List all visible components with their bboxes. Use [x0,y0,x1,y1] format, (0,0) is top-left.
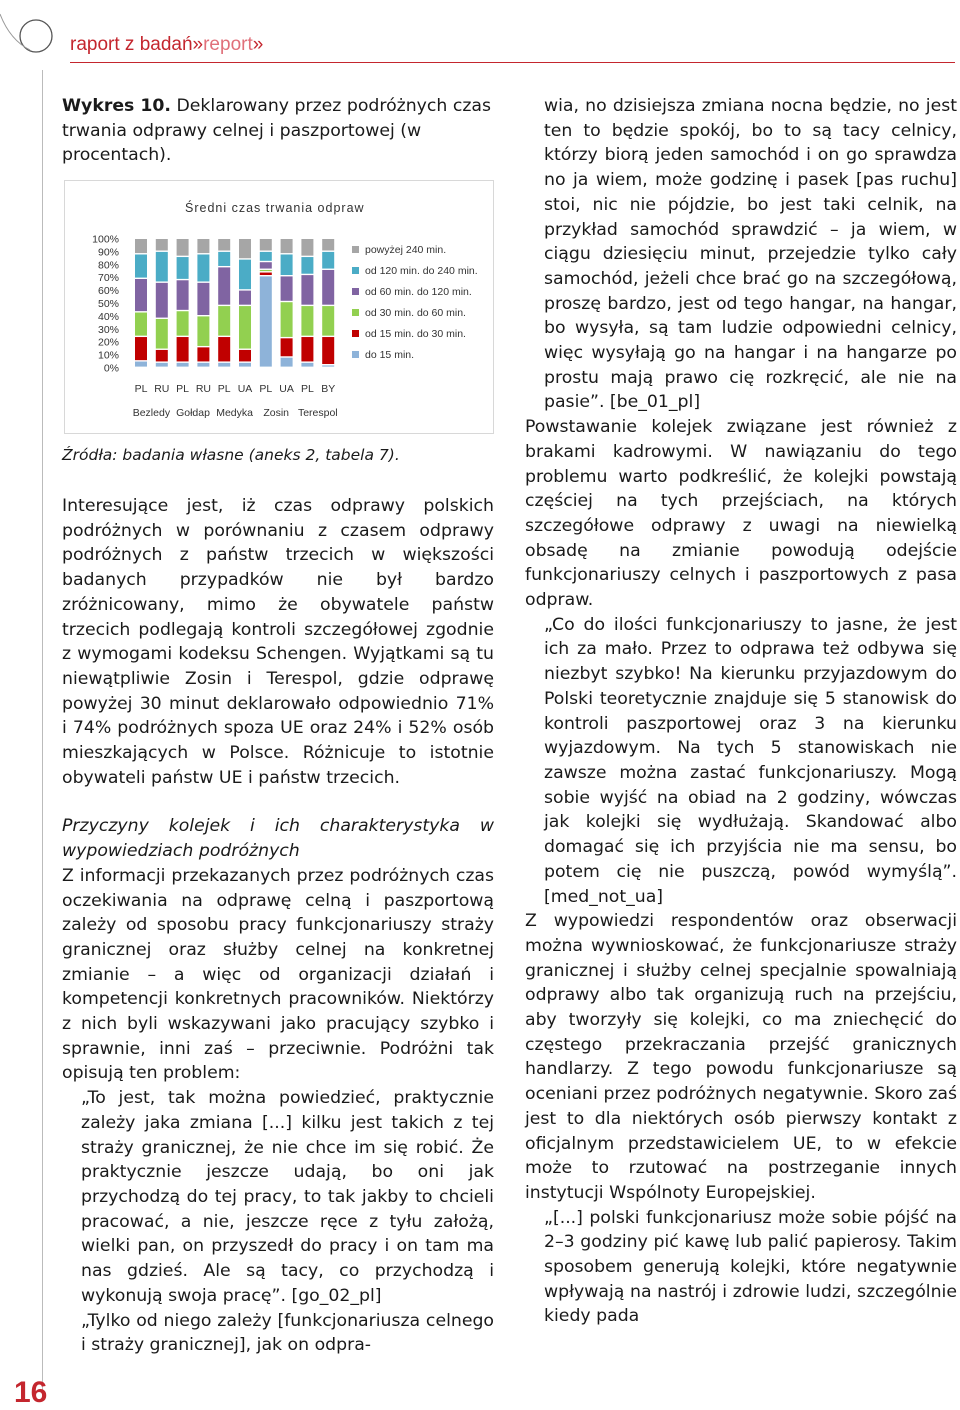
bar-segment [135,254,147,277]
bar-segment [322,252,334,269]
bar-segment [218,363,230,367]
bar-segment [218,337,230,361]
bar-segment [281,302,293,337]
bar-segment [239,291,251,305]
bar-segment [177,257,189,279]
legend-label: do 15 min. [365,349,415,361]
bar-segment [322,337,334,364]
y-tick-label: 30% [97,323,119,336]
bar-segment [239,239,251,258]
legend-label: od 120 min. do 240 min. [365,265,478,277]
header-separator: » [192,34,204,55]
group-label: Zosin [263,407,290,419]
bar-segment [322,365,334,366]
stacked-bar-chart [65,181,493,433]
bar-segment [301,239,313,256]
bar-segment [260,273,272,275]
x-tick-label: PL [217,383,231,395]
bar-segment [197,363,209,367]
y-tick-label: 90% [97,246,119,259]
bar-segment [177,337,189,361]
legend-swatch [352,267,359,274]
quote-4: „[...] polski funkcjonariusz może sobie pójść na 2–3 godziny pić kawę lub palić papierosy. Takim sposobem generują kolejki, które negatywnie wpływają na nastrój i zdrowie ludzi, szczególnie kiedy pada [544,1207,957,1327]
bar-segment [177,280,189,310]
section-heading: Przyczyny kolejek i ich charakterystyka w wypowiedziach podróżnych [62,816,494,862]
bar-segment [156,283,168,318]
chart-title: Średni czas trwania odpraw [185,201,365,215]
bar-segment [156,252,168,282]
bar-segment [239,306,251,348]
x-tick-label: RU [154,383,170,395]
bar-segment [281,358,293,367]
bar-segment [239,260,251,290]
x-tick-label: UA [237,383,253,395]
header-title-alt: report [203,34,253,55]
figure-label: Wykres 10. [62,96,171,116]
paragraph-3: Powstawanie kolejek związane jest również z brakami kadrowymi. W nawiązaniu do tego problemu warto podkreślić, że kolejki powstają częściej na tych przejściach, na których szczegółowe odprawy z uwagi na niewielką obsadę na zmianie powodują odejście funkcjonariuszy celnych i paszportowych z pasa odpraw. [525,417,957,611]
group-label: Bezledy [132,407,171,419]
bar-segment [239,363,251,367]
bar-segment [301,306,313,336]
bar-segment [301,275,313,305]
paragraph-4: Z wypowiedzi respondentów oraz obserwacji można wywnioskować, że funkcjonariusze straży granicznej i służby celnej specjalnie spowalniają odprawy albo tak organizują ruch na przejściu, aby tworzyły się kolejki, co ma zniechęcić do częstego przekraczania przejść granicznych handlarzy. Z tego powodu funkcjonariusze są oceniani przez podróżnych negatywnie. Skoro zaś jest to dla niektórych osób pierwszy kontakt z oficjalnym przedstawicielem UE, to w efekcie może to rzutować na postrzeganie innych instytucji Wspólnoty Europejskiej. [525,911,957,1203]
y-tick-label: 80% [97,259,119,272]
quote-3: „Co do ilości funkcjonariuszy to jasne, że jest ich za mało. Przez to odprawa też odbywa się niezbyt szybko! Na kierunku przyjazdowym do Polski teoretycznie znajduje się 5 stanowisk do kontroli paszportowej oraz 3 na kierunku wyjazdowym. Na tych 5 stanowiskach nie zawsze można zastać funkcjonariuszy. Mogą sobie wyjść na obiad na 2 godziny, wówczas jak kolejki się wydłużają. Skandować albo domagać się ich przyjścia nie ma sensu, bo potem cię nie puszczą, powód wymyślą”. [med_not_ua] [544,614,957,907]
header-circle-ornament [0,0,70,70]
y-tick-label: 40% [97,310,119,323]
x-tick-label: PL [300,383,314,395]
legend-swatch [352,288,359,295]
bar-segment [301,363,313,367]
legend-label: od 15 min. do 30 min. [365,328,466,340]
bar-segment [281,338,293,356]
bar-segment [135,239,147,253]
side-rule [42,70,43,1400]
page-header [0,0,960,80]
bar-segment [177,363,189,367]
y-tick-label: 70% [97,272,119,285]
legend-label: od 60 min. do 120 min. [365,286,472,298]
y-tick-label: 0% [103,362,119,375]
legend-label: powyżej 240 min. [365,244,447,256]
bar-segment [260,252,272,261]
y-tick-label: 50% [97,298,119,310]
group-label: Gołdap [176,407,210,419]
bar-segment [156,319,168,349]
bar-segment [239,350,251,362]
bar-segment [197,347,209,361]
bar-segment [260,239,272,251]
x-tick-label: PL [259,383,273,395]
group-label: Medyka [216,407,253,419]
bar-segment [135,279,147,311]
figure-source: Źródła: badania własne (aneks 2, tabela 7). [62,446,400,464]
bar-segment [197,283,209,315]
x-tick-label: BY [321,383,336,395]
group-label: Terespol [297,407,338,419]
chart-frame [64,180,494,434]
quote-1: „To jest, tak można powiedzieć, praktycznie zależy jaka zmiana [...] kilku jest takich z tej straży granicznej, że nie chce im się robić. Że praktycznie jeszcze udają, bo oni jak przychodzą do tej pracy, to tak jakby to chcieli pracować, a nie, jeszcze ręce z tyłu założą, wielki pan, on przyszedł do pracy i on tam ma nas gdzieś. Ale są tacy, co przychodzą i wykonują swoja pracę”. [go_02_pl] [81,1088,494,1306]
legend-swatch [352,246,359,253]
legend-label: od 30 min. do 60 min. [365,307,466,319]
bar-segment [135,337,147,360]
bar-segment [218,306,230,336]
bar-segment [177,311,189,335]
bar-segment [322,270,334,305]
bar-segment [135,313,147,336]
bar-segment [156,239,168,251]
paragraph-1: Interesujące jest, iż czas odprawy polskich podróżnych w porównaniu z czasem odprawy podróżnych z państw trzecich w większości badanych przypadków nie był bardzo zróżnicowany, mimo że obywatele państw trzecich podlegają kontroli szczegółowej zgodnie z wymogami kodeksu Schengen. Wyjątkami są tu niewątpliwie Zosin i Terespol, gdzie odprawę powyżej 30 minut deklarowało odpowiednio 71% i 74% podróżnych spoza UE oraz 24% i 52% osób mieszkających w Polsce. Różnicuje to istotnie obywateli państw UE i państw trzecich. [62,496,494,788]
header-title [70,34,263,56]
bar-segment [301,257,313,274]
bar-segment [281,254,293,275]
bar-segment [322,239,334,251]
y-tick-label: 100% [92,233,119,246]
figure-caption-text: Deklarowany przez podróżnych czas trwania odprawy celnej i paszportowej (w procentach). [62,96,492,166]
header-title-main: raport z badań [70,34,193,55]
bar-segment [281,276,293,300]
x-tick-label: PL [176,383,190,395]
bar-segment [260,276,272,366]
y-tick-label: 60% [97,285,119,298]
quote-2: „Tylko od niego zależy [funkcjonariusza celnego i straży granicznej], jak on odpra- [81,1310,494,1356]
y-tick-label: 20% [97,336,119,349]
x-tick-label: RU [195,383,211,395]
bar-segment [301,337,313,361]
bar-segment [218,252,230,266]
page-number: 16 [14,1376,48,1409]
bar-segment [260,270,272,271]
bar-segment [218,239,230,251]
x-tick-label: PL [134,383,148,395]
left-column [62,494,494,1358]
bar-segment [281,239,293,253]
bar-segment [156,363,168,367]
figure-caption [62,94,502,168]
quote-2-continued: wia, no dzisiejsza zmiana nocna będzie, no jest ten to będzie spokój, bo to są tacy celnicy, którzy biorą jeden samochód i on go sprawdza no ja wiem, może godzinę i pasek [pas ruchu] stoi, nic nie pójdzie, bo jest taki celnik, na przykład samochód sprawdzić – ja wiem, w ciągu dziesięciu minut, przejedzie tylko cały samochód, jeżeli chce brać go na szczegółową, proszę bardzo, jest od tego hangar, na hangar, bo wysyła, są tam ludzie odpowiedni celnicy, więc wysyłają go na hangar i na hangarze po prostu mają prawo cię rozkręcić, ale nie na pasie”. [be_01_pl] [544,96,957,413]
legend-swatch [352,351,359,358]
bar-segment [260,262,272,268]
bar-segment [197,239,209,253]
bar-segment [135,362,147,367]
bar-segment [197,316,209,346]
paragraph-2: Z informacji przekazanych przez podróżnych czas oczekiwania na odprawę celną i paszportową zależy od sposobu pracy funkcjonariuszy straży granicznej oraz służby celnej na konkretnej zmianie – a więc od organizacji działań i kompetencji konkretnych pracowników. Niektórzy z nich byli wskazywani jako pracujący szybko i sprawnie, inni zaś – przeciwnie. Podróżni tak opisują ten problem: [62,865,494,1084]
header-separator-2: » [252,34,264,55]
legend-swatch [352,330,359,337]
bar-segment [197,254,209,281]
bar-segment [156,350,168,362]
bar-segment [322,306,334,336]
x-tick-label: UA [279,383,294,395]
header-rule [70,62,955,63]
right-column [525,94,957,1329]
bar-segment [218,267,230,304]
bar-segment [177,239,189,256]
legend-swatch [352,309,359,316]
y-tick-label: 10% [97,349,119,362]
